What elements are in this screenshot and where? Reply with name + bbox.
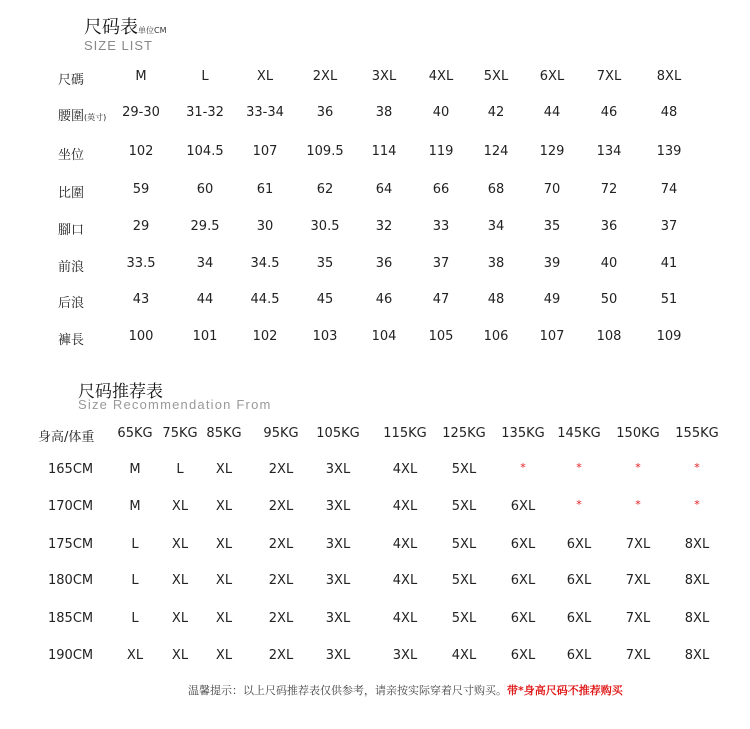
height-label: 165CM [48, 462, 94, 477]
size-cell: 30.5 [310, 219, 340, 234]
size-cell: 31-32 [186, 105, 224, 120]
recommended-size-cell: 2XL [268, 573, 294, 588]
recommended-size-cell: 6XL [510, 537, 536, 552]
size-cell: 114 [371, 144, 397, 159]
size-cell: 104 [371, 329, 397, 344]
recommendation-title: 尺码推荐表 [78, 382, 163, 402]
size-cell: 103 [312, 329, 338, 344]
not-recommended-mark: * [576, 498, 582, 511]
recommended-size-cell: 5XL [451, 462, 477, 477]
height-label: 190CM [48, 648, 94, 663]
size-cell: 38 [375, 105, 393, 120]
recommended-size-cell: L [131, 573, 139, 588]
weight-header: 65KG [117, 426, 153, 441]
size-cell: 102 [128, 144, 154, 159]
size-cell: 134 [596, 144, 622, 159]
weight-header: 105KG [316, 426, 360, 441]
recommended-size-cell: XL [171, 499, 189, 514]
size-cell: 36 [375, 256, 393, 271]
size-cell: 8XL [656, 69, 682, 84]
size-cell: 34 [487, 219, 505, 234]
recommended-size-cell: 2XL [268, 648, 294, 663]
recommended-size-cell: 5XL [451, 499, 477, 514]
size-cell: 6XL [539, 69, 565, 84]
size-cell: 107 [252, 144, 278, 159]
recommended-size-cell: 8XL [684, 611, 710, 626]
size-cell: 37 [432, 256, 450, 271]
recommended-size-cell: 5XL [451, 611, 477, 626]
recommended-size-cell: 4XL [392, 611, 418, 626]
size-row-label [58, 256, 84, 275]
size-cell: 61 [256, 182, 274, 197]
size-cell: 39 [543, 256, 561, 271]
size-cell: 124 [483, 144, 509, 159]
recommended-size-cell: 4XL [392, 462, 418, 477]
recommended-size-cell: 6XL [566, 537, 592, 552]
size-cell: 72 [600, 182, 618, 197]
size-cell: 2XL [312, 69, 338, 84]
size-cell: 7XL [596, 69, 622, 84]
size-cell: 40 [600, 256, 618, 271]
not-recommended-mark: * [635, 461, 641, 474]
recommendation-subtitle: Size Recommendation From [78, 397, 272, 412]
size-row-label [58, 69, 84, 88]
weight-header: 85KG [206, 426, 242, 441]
recommended-size-cell: XL [215, 573, 233, 588]
recommended-size-cell: 6XL [566, 648, 592, 663]
size-cell: 33-34 [246, 105, 284, 120]
recommended-size-cell: 6XL [510, 499, 536, 514]
size-cell: 43 [132, 292, 150, 307]
recommended-size-cell: 5XL [451, 537, 477, 552]
size-row-label-text: 坐位 [58, 148, 85, 163]
recommended-size-cell: L [131, 611, 139, 626]
size-cell: 29-30 [122, 105, 160, 120]
recommended-size-cell: 8XL [684, 648, 710, 663]
size-cell: 46 [600, 105, 618, 120]
size-cell: 60 [196, 182, 214, 197]
size-cell: 129 [539, 144, 565, 159]
size-cell: 42 [487, 105, 505, 120]
size-list-title-text: 尺码表 [84, 17, 138, 38]
recommended-size-cell: 5XL [451, 573, 477, 588]
size-cell: 109 [656, 329, 682, 344]
size-cell: 49 [543, 292, 561, 307]
recommended-size-cell: XL [171, 573, 189, 588]
size-row-label [58, 105, 106, 124]
size-cell: 37 [660, 219, 678, 234]
size-cell: 32 [375, 219, 393, 234]
height-label: 180CM [48, 573, 94, 588]
size-row-label [58, 219, 84, 238]
recommended-size-cell: 3XL [325, 648, 351, 663]
size-cell: 33 [432, 219, 450, 234]
size-row-label-text: 腰圍 [58, 109, 85, 124]
recommended-size-cell: XL [215, 537, 233, 552]
size-cell: 100 [128, 329, 154, 344]
size-cell: 46 [375, 292, 393, 307]
recommended-size-cell: 6XL [510, 573, 536, 588]
size-cell: 108 [596, 329, 622, 344]
size-cell: 48 [660, 105, 678, 120]
size-cell: 51 [660, 292, 678, 307]
not-recommended-mark: * [694, 498, 700, 511]
recommended-size-cell: 2XL [268, 462, 294, 477]
recommended-size-cell: 4XL [392, 537, 418, 552]
weight-header: 115KG [383, 426, 427, 441]
size-row-label-text: 后浪 [58, 296, 85, 311]
recommended-size-cell: 3XL [325, 462, 351, 477]
size-cell: 35 [316, 256, 334, 271]
height-label: 185CM [48, 611, 94, 626]
recommended-size-cell: 7XL [625, 611, 651, 626]
size-cell: 34 [196, 256, 214, 271]
recommended-size-cell: 7XL [625, 537, 651, 552]
recommended-size-cell: XL [171, 611, 189, 626]
not-recommended-mark: * [576, 461, 582, 474]
recommended-size-cell: 3XL [325, 499, 351, 514]
size-cell: 105 [428, 329, 454, 344]
size-cell: 5XL [483, 69, 509, 84]
size-row-label-text: 尺碼 [58, 73, 85, 88]
recommended-size-cell: 2XL [268, 611, 294, 626]
size-list-unit: 单位CM [138, 26, 167, 35]
size-cell: 3XL [371, 69, 397, 84]
size-cell: 44 [543, 105, 561, 120]
size-cell: 101 [192, 329, 218, 344]
recommended-size-cell: 6XL [510, 648, 536, 663]
recommended-size-cell: XL [215, 462, 233, 477]
size-cell: 47 [432, 292, 450, 307]
size-cell: 4XL [428, 69, 454, 84]
recommended-size-cell: 7XL [625, 648, 651, 663]
size-cell: 36 [600, 219, 618, 234]
recommended-size-cell: 3XL [392, 648, 418, 663]
recommended-size-cell: 4XL [451, 648, 477, 663]
size-list-subtitle: SIZE LIST [84, 38, 153, 53]
size-cell: 64 [375, 182, 393, 197]
size-cell: 36 [316, 105, 334, 120]
size-cell: 104.5 [186, 144, 224, 159]
size-row-label-text: 前浪 [58, 260, 85, 275]
recommended-size-cell: 4XL [392, 573, 418, 588]
size-cell: 44 [196, 292, 214, 307]
not-recommended-mark: * [635, 498, 641, 511]
not-recommended-mark: * [520, 461, 526, 474]
recommended-size-cell: XL [215, 648, 233, 663]
size-cell: 70 [543, 182, 561, 197]
weight-header: 95KG [263, 426, 299, 441]
recommended-size-cell: 7XL [625, 573, 651, 588]
size-cell: 29 [132, 219, 150, 234]
recommended-size-cell: M [129, 462, 141, 477]
size-cell: 30 [256, 219, 274, 234]
size-cell: 44.5 [250, 292, 280, 307]
size-cell: M [135, 69, 147, 84]
size-cell: 68 [487, 182, 505, 197]
size-cell: 59 [132, 182, 150, 197]
size-cell: 107 [539, 329, 565, 344]
recommended-size-cell: M [129, 499, 141, 514]
size-cell: 48 [487, 292, 505, 307]
size-cell: 41 [660, 256, 678, 271]
height-label: 175CM [48, 537, 94, 552]
recommended-size-cell: 3XL [325, 611, 351, 626]
recommended-size-cell: 2XL [268, 499, 294, 514]
size-cell: L [201, 69, 209, 84]
size-cell: 106 [483, 329, 509, 344]
footer-note: 温馨提示：以上尺码推荐表仅供参考，请亲按实际穿着尺寸购买。 [188, 684, 507, 697]
size-list-title [84, 13, 167, 39]
recommended-size-cell: 4XL [392, 499, 418, 514]
recommended-size-cell: 3XL [325, 573, 351, 588]
size-cell: 50 [600, 292, 618, 307]
recommended-size-cell: 8XL [684, 573, 710, 588]
size-cell: 109.5 [306, 144, 344, 159]
weight-header: 150KG [616, 426, 660, 441]
weight-header: 75KG [162, 426, 198, 441]
size-cell: 62 [316, 182, 334, 197]
size-row-label [58, 329, 84, 348]
size-cell: XL [256, 69, 274, 84]
size-cell: 139 [656, 144, 682, 159]
size-cell: 119 [428, 144, 454, 159]
size-row-label-text: 腳口 [58, 223, 85, 238]
size-row-label [58, 292, 84, 311]
size-cell: 33.5 [126, 256, 156, 271]
height-label: 170CM [48, 499, 94, 514]
recommended-size-cell: XL [171, 537, 189, 552]
recommended-size-cell: L [176, 462, 184, 477]
not-recommended-mark: * [694, 461, 700, 474]
size-cell: 38 [487, 256, 505, 271]
size-cell: 74 [660, 182, 678, 197]
size-cell: 66 [432, 182, 450, 197]
footer-note-line [188, 679, 623, 698]
recommended-size-cell: 6XL [566, 573, 592, 588]
size-cell: 102 [252, 329, 278, 344]
recommended-size-cell: 6XL [566, 611, 592, 626]
size-cell: 34.5 [250, 256, 280, 271]
recommended-size-cell: L [131, 537, 139, 552]
recommended-size-cell: 8XL [684, 537, 710, 552]
size-row-label-text: 褲長 [58, 333, 85, 348]
recommended-size-cell: XL [215, 611, 233, 626]
recommendation-corner-label: 身高/体重 [38, 430, 95, 445]
size-cell: 40 [432, 105, 450, 120]
size-cell: 35 [543, 219, 561, 234]
footer-warning: 带*身高尺码不推荐购买 [507, 684, 623, 697]
size-cell: 45 [316, 292, 334, 307]
size-row-label-suffix: (英寸) [84, 113, 107, 122]
size-row-label [58, 182, 84, 201]
recommended-size-cell: XL [171, 648, 189, 663]
size-cell: 29.5 [190, 219, 220, 234]
recommended-size-cell: XL [126, 648, 144, 663]
recommended-size-cell: XL [215, 499, 233, 514]
weight-header: 155KG [675, 426, 719, 441]
size-row-label [58, 144, 84, 163]
recommended-size-cell: 3XL [325, 537, 351, 552]
size-row-label-text: 比圍 [58, 186, 85, 201]
recommended-size-cell: 6XL [510, 611, 536, 626]
recommended-size-cell: 2XL [268, 537, 294, 552]
weight-header: 135KG [501, 426, 545, 441]
weight-header: 145KG [557, 426, 601, 441]
weight-header: 125KG [442, 426, 486, 441]
